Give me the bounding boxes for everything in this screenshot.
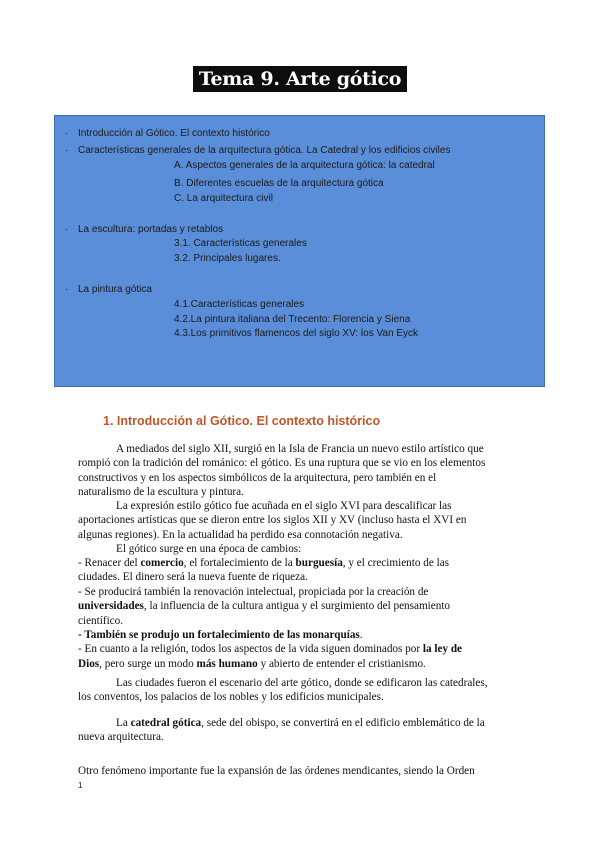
index-subitem-3-1: 3.1. Características generales: [174, 238, 307, 249]
bold-text: catedral gótica: [130, 717, 202, 729]
paragraph-4: [78, 676, 521, 705]
list-item-universities-line-3: científico.: [78, 614, 124, 627]
bold-text: Dios: [78, 657, 100, 670]
list-item-religion-line-2: [78, 657, 521, 671]
p2-line-2: aportaciones artísticas que se dieron entre los siglos XII y XV (incluso hasta el XVI en: [78, 514, 467, 527]
paragraph-6: [78, 764, 521, 778]
title-wrap: [0, 66, 600, 92]
text: - Renacer del: [78, 557, 141, 569]
text: - En cuanto a la religión, todos los aspectos de la vida siguen dominados por: [78, 643, 423, 656]
index-item-text: Introducción al Gótico. El contexto histórico: [78, 128, 270, 139]
text: La: [116, 717, 131, 729]
bullet: ·: [65, 284, 68, 294]
index-subitem-c: C. La arquitectura civil: [174, 193, 273, 204]
p2-line-3: algunas regiones). En la actualidad ha perdido esa connotación negativa.: [78, 528, 403, 541]
changes-list: [78, 556, 521, 671]
p3-line-1: El gótico surge en una época de cambios:: [116, 543, 302, 555]
list-item-commerce: [78, 556, 521, 570]
p1-line-2: rompió con la tradición del románico: el gótico. Es una ruptura que se vio en los elementos: [78, 457, 486, 470]
page-number: 1: [78, 781, 83, 790]
text: y abierto de entender el cristianismo.: [257, 657, 426, 670]
bold-text: universidades: [78, 600, 144, 613]
p4-line-1: Las ciudades fueron el escenario del arte gótico, donde se edificaron las catedrales,: [116, 677, 488, 689]
text: , sede del obispo, se convertirá en el edificio emblemático de la: [201, 717, 485, 729]
section-heading: 1. Introducción al Gótico. El contexto histórico: [103, 414, 381, 428]
bullet: ·: [65, 128, 68, 138]
text: , el fortalecimiento de la: [183, 557, 296, 569]
p1-line-4: naturalismo de la escultura y pintura.: [78, 486, 244, 499]
bold-text: burguesía: [295, 557, 343, 569]
index-item-text: Características generales de la arquitectura gótica. La Catedral y los edificios civiles: [78, 145, 451, 156]
paragraph-5: [78, 716, 521, 745]
bold-text: comercio: [140, 557, 184, 569]
text: , la influencia de la cultura antigua y el surgimiento del pensamiento: [143, 600, 451, 613]
index-item-text: La escultura: portadas y retablos: [78, 224, 224, 235]
bold-text: la ley de: [422, 643, 463, 656]
index-subitem-4-1: 4.1.Características generales: [174, 299, 305, 310]
list-item-monarchies: [78, 628, 521, 642]
list-item-religion: [78, 642, 521, 656]
bold-text: - También se produjo un fortalecimiento de las monarquías: [78, 629, 360, 642]
bullet: ·: [65, 145, 68, 155]
list-item-universities-line-2: [78, 599, 521, 613]
list-item-commerce-line-2: ciudades. El dinero será la nueva fuente de riqueza.: [78, 571, 308, 584]
p5-line-1: [78, 716, 521, 730]
text: .: [359, 629, 363, 642]
index-subitem-3-2: 3.2. Principales lugares.: [174, 253, 281, 264]
index-subitem-a: A. Aspectos generales de la arquitectura gótica: la catedral: [174, 160, 435, 171]
bold-text: más humano: [196, 657, 258, 670]
text: , pero surge un modo: [99, 657, 197, 670]
bullet: ·: [65, 224, 68, 234]
p6-line-1: Otro fenómeno importante fue la expansión de las órdenes mendicantes, siendo la Orden: [78, 765, 475, 777]
list-item-universities: - Se producirá también la renovación intelectual, propiciada por la creación de: [78, 585, 429, 598]
paragraph-2: [78, 499, 521, 542]
p1-line-3: constructivos y en los aspectos simbólicos de la arquitectura, pero también en el: [78, 471, 437, 484]
index-box: [54, 115, 545, 387]
index-item-text: La pintura gótica: [78, 284, 152, 295]
paragraph-3: [78, 542, 521, 556]
index-subitem-4-2: 4.2.La pintura italiana del Trecento: Florencia y Siena: [174, 314, 411, 325]
p5-line-2: nueva arquitectura.: [78, 731, 164, 744]
index-subitem-4-3: 4.3.Los primitivos flamencos del siglo XV: los Van Eyck: [174, 328, 418, 339]
text: , y el crecimiento de las: [342, 557, 450, 569]
p2-line-1: La expresión estilo gótico fue acuñada en el siglo XVI para descalificar las: [116, 500, 452, 512]
paragraph-1: [78, 442, 521, 500]
page-title: Tema 9. Arte gótico: [193, 66, 407, 92]
p4-line-2: los conventos, los palacios de los nobles y los edificios municipales.: [78, 691, 384, 704]
p1-line-1: A mediados del siglo XII, surgió en la Isla de Francia un nuevo estilo artístico que: [116, 443, 484, 455]
index-subitem-b: B. Diferentes escuelas de la arquitectura gótica: [174, 178, 384, 189]
